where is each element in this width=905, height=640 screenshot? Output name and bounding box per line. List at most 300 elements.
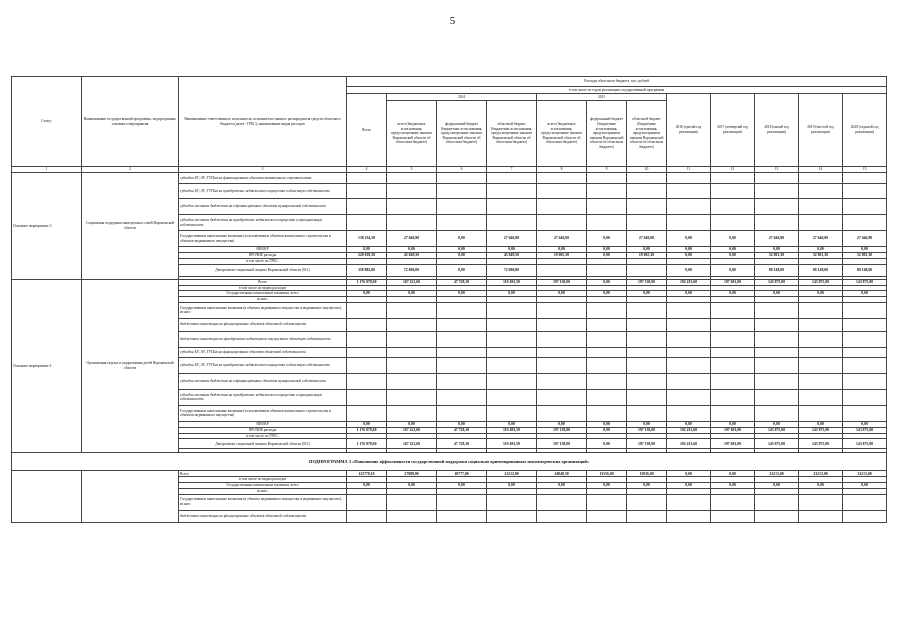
value-cell: 143 875,00 [843, 279, 887, 285]
value-cell: 0,00 [799, 291, 843, 297]
empty-cell [537, 373, 587, 389]
value-cell: 358 882,00 [347, 264, 387, 276]
value-cell: 0,00 [537, 421, 587, 427]
value-cell: 0,00 [587, 247, 627, 253]
value-cell: 0,00 [627, 482, 667, 488]
value-cell: 0,00 [667, 264, 711, 276]
value-cell: 0,00 [487, 291, 537, 297]
value-cell [537, 264, 587, 276]
value-cell: 0,00 [437, 247, 487, 253]
col-total-header: Всего [347, 94, 387, 167]
empty-cell [843, 373, 887, 389]
niokr-cell: НИОКР [179, 421, 347, 427]
empty-cell [537, 357, 587, 373]
value-cell: 45 049,50 [387, 253, 437, 259]
empty-cell [799, 510, 843, 522]
value-cell: 47 728,10 [437, 279, 487, 285]
empty-cell [587, 405, 627, 421]
empty-cell [627, 302, 667, 318]
empty-cell [487, 357, 537, 373]
value-cell: 0,00 [627, 247, 667, 253]
total-label-cell: Всего [179, 471, 347, 477]
empty-cell [587, 347, 627, 357]
value-cell: 0,00 [487, 247, 537, 253]
value-cell: 143 875,00 [799, 439, 843, 449]
value-cell: 0,00 [843, 291, 887, 297]
empty-cell [627, 357, 667, 373]
value-cell: 23213,00 [755, 471, 799, 477]
empty-cell [437, 199, 487, 215]
empty-cell [587, 331, 627, 347]
value-cell: 52 801,30 [755, 253, 799, 259]
empty-cell [347, 357, 387, 373]
col-number: 9 [587, 167, 627, 173]
col-number: 8 [537, 167, 587, 173]
empty-cell [755, 347, 799, 357]
empty-cell [487, 373, 537, 389]
empty-cell [437, 510, 487, 522]
col-executor-header: Наименование ответственного исполнителя, исполнителя главного распорядителя средств областного бюджета (далее - ГРБС), наименование видов расходов [179, 77, 347, 167]
empty-cell [799, 347, 843, 357]
empty-cell [587, 302, 627, 318]
col-2018-header: 2018 (пятый год реализации) [755, 94, 799, 167]
value-cell: 0,00 [387, 247, 437, 253]
empty-cell [667, 494, 711, 510]
value-cell: 0,00 [711, 291, 755, 297]
empty-cell [627, 510, 667, 522]
empty-cell [347, 331, 387, 347]
value-cell: 1 176 878,60 [347, 427, 387, 433]
empty-cell [627, 389, 667, 405]
value-cell: 0,00 [799, 482, 843, 488]
col-top-header: Расходы областного бюджета, тыс. рублей [347, 77, 887, 87]
value-cell: 0,00 [387, 421, 437, 427]
value-cell: 27 646,90 [387, 231, 437, 247]
empty-cell [667, 318, 711, 331]
empty-cell [437, 347, 487, 357]
empty-cell [843, 331, 887, 347]
value-cell: 119 493,50 [487, 279, 537, 285]
empty-cell [437, 389, 487, 405]
value-cell: 197 138,00 [627, 279, 667, 285]
table-row [12, 77, 887, 87]
empty-cell [755, 331, 799, 347]
value-cell: 0,00 [387, 291, 437, 297]
empty-cell [843, 357, 887, 373]
empty-cell [387, 199, 437, 215]
prochie-cell: ПРОЧИЕ расходы [179, 427, 347, 433]
empty-cell [387, 173, 437, 184]
empty-cell [843, 347, 887, 357]
empty-cell [667, 302, 711, 318]
empty-cell [843, 494, 887, 510]
empty-cell [711, 373, 755, 389]
empty-cell [347, 389, 387, 405]
empty-cell [437, 318, 487, 331]
empty-cell [437, 405, 487, 421]
value-cell [627, 264, 667, 276]
empty-cell [487, 347, 537, 357]
empty-cell [667, 173, 711, 184]
status-cell: Основное мероприятие 3 [12, 173, 82, 280]
subprogram-title: ПОДПРОГРАММА 3 «Повышение эффективности государственной поддержки социально ориентированных некоммерческих организаций» [12, 453, 887, 471]
value-cell: 0,00 [347, 247, 387, 253]
empty-cell [437, 357, 487, 373]
col-number: 13 [755, 167, 799, 173]
empty-cell [347, 347, 387, 357]
value-cell: 27 646,90 [487, 231, 537, 247]
empty-cell [755, 373, 799, 389]
empty-cell [667, 215, 711, 231]
empty-cell [537, 173, 587, 184]
value-cell: 0,00 [587, 253, 627, 259]
value-cell: 0,00 [843, 421, 887, 427]
value-cell: 19 065,30 [627, 253, 667, 259]
empty-cell [347, 184, 387, 199]
col-number: 14 [799, 167, 843, 173]
empty-cell [711, 184, 755, 199]
value-cell: 0,00 [587, 279, 627, 285]
col-number: 7 [487, 167, 537, 173]
empty-cell [843, 302, 887, 318]
value-cell: 167 221,60 [387, 279, 437, 285]
col-2017-header: 2017 (четвертый год реализации) [711, 94, 755, 167]
empty-cell [387, 405, 437, 421]
empty-cell [487, 389, 537, 405]
empty-cell [537, 510, 587, 522]
department-cell: Департамент социальной защиты Воронежской области (811) [179, 439, 347, 449]
value-cell: 72 696,00 [487, 264, 537, 276]
col-c6-header: федеральный бюджет (бюджетные ассигнования, предусмотренные законом Воронежской области об областном бюджете) [437, 101, 487, 167]
col-2019-header: 2019 (шестой год реализации) [799, 94, 843, 167]
value-cell: 23213,00 [799, 471, 843, 477]
value-cell: 119 493,50 [487, 439, 537, 449]
col-c7-header: областной бюджет (бюджетные ассигнования, предусмотренные законом Воронежской области об областном бюджете) [487, 101, 537, 167]
program-name-cell: Организация отдыха и оздоровления детей Воронежской области [82, 279, 179, 453]
empty-cell [627, 405, 667, 421]
empty-cell [487, 199, 537, 215]
value-cell: 0,00 [437, 421, 487, 427]
empty-cell [799, 331, 843, 347]
value-cell: 80 148,00 [755, 264, 799, 276]
value-cell: 0,00 [667, 471, 711, 477]
empty-cell [627, 494, 667, 510]
niokr-cell: НИОКР [179, 247, 347, 253]
gov-total-cell: Государственные капитальные вложения, всего [179, 482, 347, 488]
value-cell: 0,00 [843, 247, 887, 253]
value-cell: 80 148,00 [799, 264, 843, 276]
value-cell: 19 065,30 [537, 253, 587, 259]
empty-cell [487, 302, 537, 318]
program-name-cell [82, 471, 179, 522]
value-cell: 52 801,30 [843, 253, 887, 259]
empty-cell [843, 173, 887, 184]
value-cell: 1 176 878,60 [347, 439, 387, 449]
value-cell: 143 875,00 [843, 439, 887, 449]
incl-cell: в том числе по видам расходов [179, 477, 347, 483]
value-cell: 0,00 [627, 291, 667, 297]
empty-cell [347, 405, 387, 421]
value-cell: 27 646,90 [755, 231, 799, 247]
col-2014-header: 2014 [387, 94, 537, 101]
empty-cell [755, 389, 799, 405]
empty-cell [711, 199, 755, 215]
col-2016-header: 2016 (третий год реализации) [667, 94, 711, 167]
empty-cell [627, 215, 667, 231]
value-cell: 0,00 [711, 253, 755, 259]
empty-cell [843, 318, 887, 331]
line-cell: бюджетные инвестиции на приобретение недвижимого имущества в областную собственность [179, 331, 347, 347]
col-number: 1 [12, 167, 82, 173]
empty-cell [711, 173, 755, 184]
value-cell: 0,00 [755, 421, 799, 427]
empty-cell [537, 199, 587, 215]
value-cell: 143 875,00 [755, 427, 799, 433]
col-2015-header: 2015 [537, 94, 667, 101]
value-cell: 0,00 [587, 427, 627, 433]
empty-cell [711, 302, 755, 318]
empty-cell [667, 331, 711, 347]
gov-other-cell: Государственные капитальные вложения (в объекты недвижимого имущества и недвижимое имущество), из них: [179, 302, 347, 318]
value-cell [587, 264, 627, 276]
line-cell: субсидии местным бюджетам на софинансирование объектов муниципальной собственности [179, 199, 347, 215]
empty-cell [799, 389, 843, 405]
value-cell: 13836,00 [627, 471, 667, 477]
gki-cell: Государственные капитальные вложения (за исключением объектов капитального строительства и объектов недвижимого имущества) [179, 405, 347, 421]
value-cell: 197 691,00 [711, 439, 755, 449]
prochie-cell: ПРОЧИЕ расходы [179, 253, 347, 259]
value-cell: 27 646,90 [627, 231, 667, 247]
empty-cell [487, 318, 537, 331]
empty-cell [587, 373, 627, 389]
empty-cell [437, 302, 487, 318]
value-cell: 23213,00 [843, 471, 887, 477]
empty-cell [387, 510, 437, 522]
value-cell: 0,00 [437, 291, 487, 297]
empty-cell [387, 302, 437, 318]
empty-cell [537, 389, 587, 405]
gki-cell: Государственные капитальные вложения (за исключением объектов капитального строительства и объектов недвижимого имущества) [179, 231, 347, 247]
empty-cell [711, 215, 755, 231]
empty-cell [487, 184, 537, 199]
empty-cell [387, 373, 437, 389]
empty-cell [487, 510, 537, 522]
empty-cell [799, 357, 843, 373]
value-cell: 0,00 [587, 231, 627, 247]
empty-cell [667, 357, 711, 373]
empty-cell [387, 215, 437, 231]
value-cell: 13556,00 [587, 471, 627, 477]
empty-cell [755, 215, 799, 231]
empty-cell [711, 331, 755, 347]
table-row [12, 173, 887, 184]
value-cell: 18777,00 [437, 471, 487, 477]
empty-cell [437, 215, 487, 231]
page-number: 5 [449, 15, 456, 27]
value-cell: 143 875,00 [843, 427, 887, 433]
col-number: 4 [347, 167, 387, 173]
line-cell: субсидии БУ, АУ, ГУПам на приобретение недвижимого имущества в областную собственность [179, 357, 347, 373]
value-cell: 143 875,00 [799, 279, 843, 285]
value-cell: 0,00 [387, 482, 437, 488]
col-c10-header: областной бюджет (бюджетные ассигнования, предусмотренные законом Воронежской области об областном бюджете) [627, 101, 667, 167]
empty-cell [347, 173, 387, 184]
value-cell: 45 049,50 [487, 253, 537, 259]
col-c8-header: всего (бюджетные ассигнования, предусмотренные законом Воронежской области об областном бюджете) [537, 101, 587, 167]
value-cell: 0,00 [711, 471, 755, 477]
value-cell: 143 875,00 [755, 439, 799, 449]
line-cell: бюджетные инвестиции на финансирование объектов областной собственности [179, 510, 347, 522]
empty-cell [437, 184, 487, 199]
value-cell: 167 221,60 [387, 427, 437, 433]
col-number: 11 [667, 167, 711, 173]
col-number: 2 [82, 167, 179, 173]
empty-cell [711, 318, 755, 331]
line-cell: субсидии местным бюджетам на приобретение недвижимого имущества в муниципальную собственность [179, 215, 347, 231]
empty-cell [387, 357, 437, 373]
empty-cell [627, 184, 667, 199]
value-cell: 0,00 [437, 231, 487, 247]
value-cell: 80 148,00 [843, 264, 887, 276]
empty-cell [711, 389, 755, 405]
empty-cell [843, 405, 887, 421]
value-cell: 27 646,90 [799, 231, 843, 247]
value-cell: 0,00 [537, 482, 587, 488]
department-cell: Департамент социальной защиты Воронежской области (811) [179, 264, 347, 276]
empty-cell [387, 318, 437, 331]
empty-cell [347, 510, 387, 522]
value-cell: 0,00 [667, 421, 711, 427]
empty-cell [537, 494, 587, 510]
empty-cell [487, 331, 537, 347]
empty-cell [755, 173, 799, 184]
value-cell: 0,00 [843, 482, 887, 488]
empty-cell [347, 199, 387, 215]
empty-cell [799, 215, 843, 231]
empty-cell [537, 405, 587, 421]
empty-cell [799, 373, 843, 389]
value-cell: 0,00 [667, 231, 711, 247]
value-cell: 0,00 [587, 482, 627, 488]
empty-cell [387, 494, 437, 510]
col-number: 6 [437, 167, 487, 173]
value-cell: 0,00 [347, 482, 387, 488]
total-label-cell: Всего [179, 279, 347, 285]
empty-cell [627, 199, 667, 215]
gov-total-cell: Государственные капитальные вложения, всего [179, 291, 347, 297]
value-cell: 192 413,60 [667, 427, 711, 433]
value-cell: 27 646,90 [843, 231, 887, 247]
empty-cell [755, 184, 799, 199]
incl-cell: из них: [179, 297, 347, 303]
col-2020-header: 2020 (седьмой год реализации) [843, 94, 887, 167]
value-cell: 0,00 [667, 482, 711, 488]
empty-cell [799, 173, 843, 184]
empty-cell [587, 173, 627, 184]
empty-cell [755, 357, 799, 373]
value-cell: 125778,10 [347, 471, 387, 477]
empty-cell [843, 389, 887, 405]
empty-cell [799, 184, 843, 199]
value-cell: 0,00 [799, 421, 843, 427]
empty-cell [627, 318, 667, 331]
empty-cell [537, 318, 587, 331]
value-cell: 0,00 [537, 247, 587, 253]
empty-cell [387, 389, 437, 405]
empty-cell [587, 215, 627, 231]
empty-cell [627, 373, 667, 389]
value-cell: 0,00 [755, 291, 799, 297]
empty-cell [755, 318, 799, 331]
value-cell: 0,00 [347, 291, 387, 297]
value-cell: 47 728,10 [437, 439, 487, 449]
col-c9-header: федеральный бюджет (бюджетные ассигнования, предусмотренные законом Воронежской области об областном бюджете) [587, 101, 627, 167]
empty-cell [537, 347, 587, 357]
empty-cell [437, 373, 487, 389]
value-cell: 27 646,90 [537, 231, 587, 247]
value-cell: 72 696,00 [387, 264, 437, 276]
empty-cell [347, 215, 387, 231]
incl-cell: в том числе по видам расходов [179, 285, 347, 291]
empty-cell [437, 173, 487, 184]
empty-cell [587, 510, 627, 522]
empty-cell [667, 184, 711, 199]
empty-cell [843, 510, 887, 522]
value-cell: 0,00 [711, 482, 755, 488]
col-number: 15 [843, 167, 887, 173]
status-cell: Основное мероприятие 4 [12, 279, 82, 453]
value-cell: 0,00 [667, 291, 711, 297]
line-cell: бюджетные инвестиции на финансирование объектов областной собственности [179, 318, 347, 331]
empty-cell [487, 173, 537, 184]
value-cell: 0,00 [711, 231, 755, 247]
empty-cell [755, 199, 799, 215]
empty-cell [667, 510, 711, 522]
value-cell: 0,00 [347, 421, 387, 427]
empty-cell [387, 347, 437, 357]
value-cell: 143 875,00 [799, 427, 843, 433]
col-number: 3 [179, 167, 347, 173]
value-cell: 0,00 [437, 264, 487, 276]
empty-cell [437, 494, 487, 510]
line-cell: субсидии БУ, АУ, ГУПам на приобретение недвижимого имущества в областную собственность [179, 184, 347, 199]
status-cell [12, 471, 82, 522]
value-cell: 119 493,50 [487, 427, 537, 433]
empty-cell [387, 331, 437, 347]
empty-cell [711, 405, 755, 421]
empty-cell [711, 347, 755, 357]
value-cell: 192 413,60 [667, 279, 711, 285]
empty-cell [711, 357, 755, 373]
empty-cell [537, 184, 587, 199]
value-cell: 0,00 [437, 253, 487, 259]
empty-cell [755, 494, 799, 510]
value-cell: 197 138,00 [537, 439, 587, 449]
table-row [12, 453, 887, 471]
empty-cell [537, 331, 587, 347]
value-cell: 0,00 [537, 291, 587, 297]
line-cell: субсидии местным бюджетам на софинансирование объектов муниципальной собственности [179, 373, 347, 389]
value-cell: 0,00 [587, 439, 627, 449]
value-cell: 52 801,30 [799, 253, 843, 259]
empty-cell [667, 199, 711, 215]
empty-cell [799, 318, 843, 331]
value-cell: 220 639,50 [347, 253, 387, 259]
empty-cell [667, 389, 711, 405]
value-cell: 1 176 878,60 [347, 279, 387, 285]
empty-cell [667, 373, 711, 389]
incl-cell: из них: [179, 488, 347, 494]
